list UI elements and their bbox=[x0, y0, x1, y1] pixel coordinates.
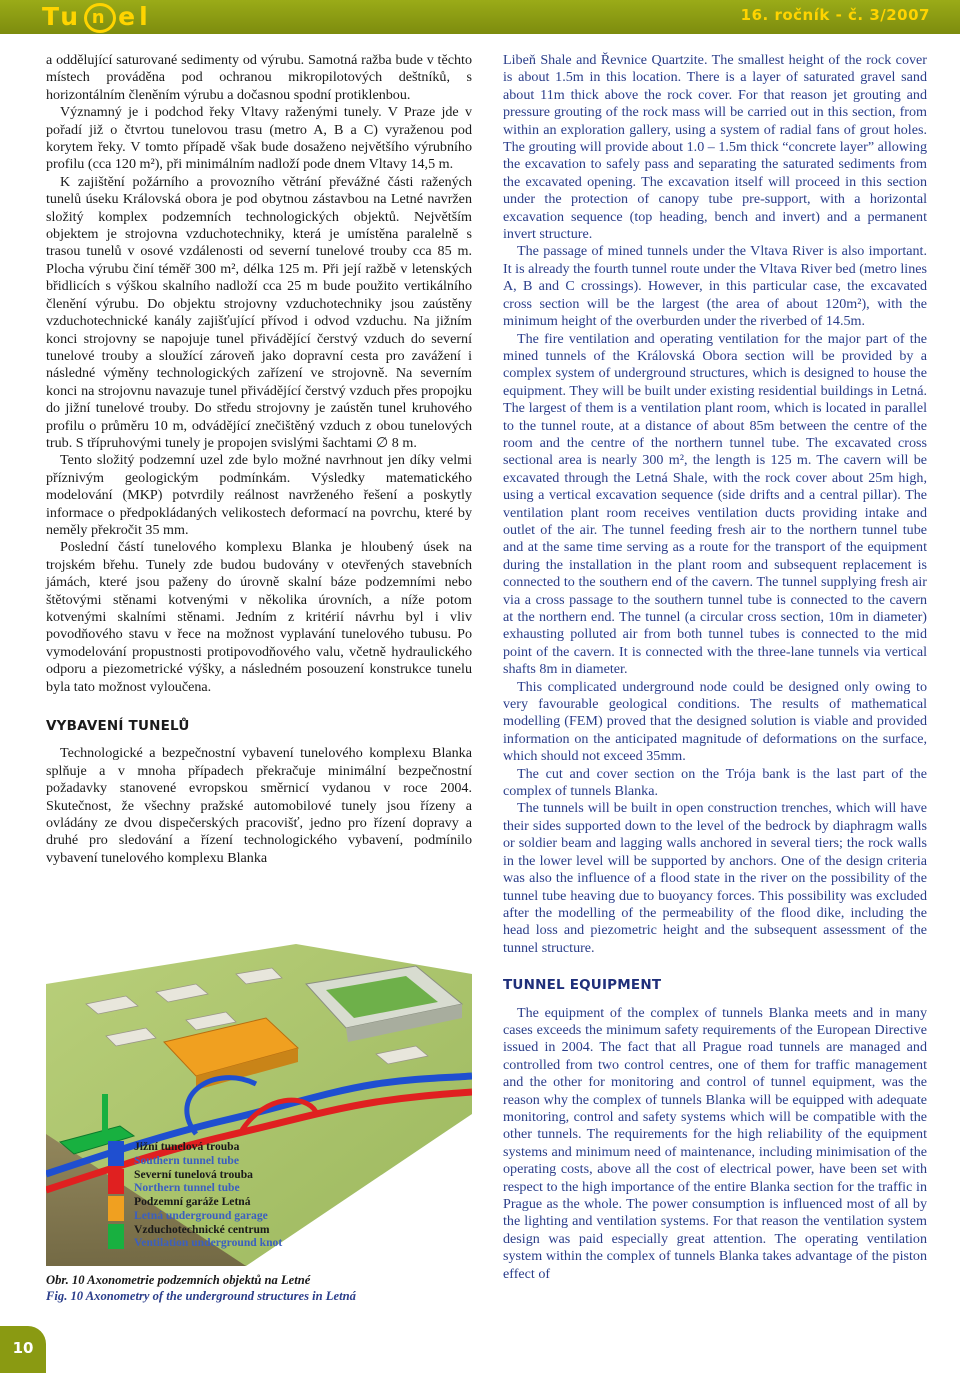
page-header bbox=[0, 0, 960, 34]
paragraph: Tento složitý podzemní uzel zde bylo možné navrhnout jen díky velmi příznivým geologickým podmínkám. Výsledky matematického modelování (MKP) potvrdily reálnost navrženého řešení a poskytly informace o předpokládaných velikostech deformací na povrchu, které by neměly překročit 35 mm. bbox=[46, 452, 472, 538]
paragraph: Libeň Shale and Řevnice Quartzite. The smallest height of the rock cover is about 1.5m in this location. There is a layer of saturated gravel sand about 11m thick above the rock cover. For that reason jet grouting and pressure grouting of the rock mass will be carried out in this section, from within an exploration gallery, using a system of radial fans of grout holes. The grouting will provide about 1.0 – 1.5m thick “concrete layer” allowing the excavation to safely pass and separating the saturated sediments from the excavated opening. The excavation itself will proceed in this section under the protection of canopy tube pre-support, with a horizontal excavation sequence (top heading, bench and invert) and a permanent invert structure. bbox=[503, 52, 927, 243]
legend-label-cz: Vzduchotechnické centrum bbox=[134, 1222, 270, 1236]
legend-label-en: Southern tunnel tube bbox=[134, 1153, 240, 1167]
figure-legend bbox=[134, 1140, 282, 1250]
paragraph: The cut and cover section on the Trója bank is the last part of the complex of tunnels Blanka. bbox=[503, 765, 927, 800]
right-column-english bbox=[503, 52, 927, 1283]
paragraph: Technologické a bezpečnostní vybavení tunelového komplexu Blanka splňuje a v mnoha případech překračuje minimální bezpečnostní požadavky stanovené evropskou směrnicí vydanou v roce 2004. Skutečnost, že všechny pražské automobilové tunely jsou řízeny a ovládány ze dvou dispečerských pracovišť, jedno pro řízení dopravy a druhé pro sledování a řízení technologického vybavení, podmínilo vybavení tunelového komplexu Blanka bbox=[46, 745, 472, 866]
legend-swatch bbox=[108, 1141, 124, 1166]
issue-label: 16. ročník - č. 3/2007 bbox=[740, 6, 930, 24]
logo-text-start: Tu bbox=[42, 2, 83, 31]
section-heading: VYBAVENÍ TUNELŮ bbox=[46, 718, 190, 735]
legend-label-en: Ventilation underground knot bbox=[134, 1236, 283, 1250]
legend-swatch bbox=[108, 1224, 124, 1249]
paragraph: The passage of mined tunnels under the Vltava River is also important. It is already the fourth tunnel route under the Vltava River bed (metro lines A, B and C crossings). However, in this particular case, the excavated cross section will be the largest (the area of about 120m²), with the minimum height of the overburden under the riverbed of 14.5m. bbox=[503, 243, 927, 330]
logo-text-end: el bbox=[118, 2, 152, 31]
legend-label-cz: Jižní tunelová trouba bbox=[134, 1140, 240, 1153]
section-heading: TUNNEL EQUIPMENT bbox=[503, 977, 662, 994]
left-column-czech bbox=[46, 52, 472, 867]
paragraph: The tunnels will be built in open construction trenches, which will have their sides supported down to the level of the bedrock by diaphragm walls or soldier beam and lagging walls anchored in several tiers; the rock walls in the lower level will be supported by anchors. One of the design criteria was also the influence of a flood state in the river on the possibility of the tunnel tube heaving due to buoyancy forces. This possibility was excluded after the modelling of the permeability of the flood dike, including the head loss and piezometric height and the subsequent assessment of the tunnel structure. bbox=[503, 800, 927, 956]
paragraph: Poslední částí tunelového komplexu Blanka je hloubený úsek na trojském břehu. Tunely zde budou budovány v otevřených stavebních jámách, které jsou paženy do úrovně skalní báze podzemními nebo štětovými stěnami kotvenými v několika úrovních, a níže potom kotvenými skalními stěnami. Jedním z kritérií návrhu byl i vliv povodňového stavu v řece na možnost vyplavání tunelového tubusu. Po vymodelování propustnosti protipovodňového valu, včetně hydraulického odporu a piezometrické výšky, a následném posouzení konstrukce tunelu byla tato možnost vyloučena. bbox=[46, 539, 472, 695]
legend-swatch bbox=[108, 1169, 124, 1194]
paragraph: Významný je i podchod řeky Vltavy raženými tunely. V Praze jde v pořadí již o čtvrtou tunelovou trasu (metro A, B a C) vyraženou pod korytem řeky. V tomto případě však bude dosaženo největšího výrubního profilu (cca 120 m²), při minimálním nadloží pode dnem Vltavy 14,5 m. bbox=[46, 104, 472, 173]
axonometry-figure bbox=[46, 944, 472, 1266]
legend-item bbox=[134, 1223, 282, 1251]
caption-czech: Obr. 10 Axonometrie podzemních objektů na Letné bbox=[46, 1273, 311, 1287]
caption-english: Fig. 10 Axonometry of the underground structures in Letná bbox=[46, 1289, 356, 1303]
page-number: 10 bbox=[0, 1326, 46, 1373]
legend-swatch bbox=[108, 1196, 124, 1221]
legend-label-en: Northern tunnel tube bbox=[134, 1181, 240, 1195]
paragraph: This complicated underground node could be designed only owing to very favourable geological conditions. The results of mathematical modelling (FEM) proved that the designed solution is viable and provided information on the anticipated magnitude of deformations on the surface, which should not exceed 35mm. bbox=[503, 678, 927, 765]
legend-item bbox=[134, 1195, 282, 1223]
legend-item bbox=[134, 1140, 282, 1168]
paragraph: The equipment of the complex of tunnels Blanka meets and in many cases exceeds the minimum safety requirements of the European Directive issued in 2004. The fact that all Prague road tunnels are managed and controlled from two control centres, one of them for traffic management and the other for monitoring and control of tunnel equipment, was the reason why the complex of tunnels Blanka will be equipped with adequate monitoring, control and safety systems which will be compatible with the other tunnels. The requirements for the high reliability of the equipment systems and minimum need of maintenance, including minimisation of the operating costs, above all the cost of electrical power, have been set with respect to the high importance of the entire Blanka section for the traffic in Prague as the whole. The power consumption is influenced most of all by the lighting and ventilation systems. For that reason the ventilation system design was paid especially great attention. The operating ventilation system within the complex of tunnels Blanka takes advantage of the piston effect of bbox=[503, 1004, 927, 1282]
figure-caption bbox=[46, 1272, 472, 1304]
journal-logo bbox=[42, 2, 152, 32]
paragraph: K zajištění požárního a provozního větrání převážné části ražených tunelů úseku Královská obora je pod obytnou zástavbou na Letné navržen složitý komplex podzemních technologických objektů. Největším objektem je strojovna vzduchotechniky, která je umístěna paralelně s trasou tunelů v osové vzdálenosti od severní tunelové trouby cca 85 m. Plocha výrubu činí téměř 300 m², délka 125 m. Při její ražbě v letenských břidlicích s výškou skalního nadloží cca 25 m bude použito vertikálního členění výrubu. Do objektu strojovny vzduchotechniky jsou zaústěny vzduchotechnické kanály zajišťující přívod i odvod vzduchu. Na jižním konci strojovny se napojuje tunel přivádějící čerstvý vzduch do severní tunelové trouby a sloužící zároveň jako dopravní cesta pro zavážení i následné výměny technologických zařízení ve strojovně. Na severním konci na strojovnu navazuje tunel přivádějící čerstvý vzduch přes propojku do jižní tunelové trouby. Do středu strojovny je zaústěn tunel kruhového profilu o průměru 10 m, odvádějící znečištěný vzduch z obou tunelových trub. S třípruhovými tunely je propojen svislými šachtami ∅ 8 m. bbox=[46, 173, 472, 451]
legend-label-cz: Severní tunelová trouba bbox=[134, 1167, 253, 1181]
paragraph: a oddělující saturované sedimenty od výrubu. Samotná ražba bude v těchto místech prováděna pod ochranou mikropilotových deštníků, s horizontálním členěním výrubu a dočasnou spodní protiklenbou. bbox=[46, 52, 472, 103]
logo-m-circle: n bbox=[84, 3, 116, 33]
legend-label-en: Letná underground garage bbox=[134, 1208, 268, 1222]
paragraph: The fire ventilation and operating ventilation for the major part of the mined tunnels of the Královská Obora section will be provided by a complex system of underground structures, which is designed to house the equipment. They will be built under existing residential buildings in Letná. The largest of them is a ventilation plant room, which is located in parallel to the tunnel route, at a distance of about 85m between the centre of the room and the centre of the northern tunnel tube. The excavated cross sectional area is nearly 300 m², the length is 125 m. The cavern will be excavated through the Letná Shale, with the rock cover about 25m high, using a vertical excavation sequence (side drifts and a central pillar). The ventilation plant room receives ventilation ducts providing intake and outlet of the air. The tunnel feeding fresh air to the northern tunnel tube and at the same time serving as a route for the transport of the equipment during the installation in the plant room and subsequent replacement is connected to the southern end of the cavern. The tunnel supplying fresh air via a cross passage to the southern tunnel tube is connected to the cavern at the northern end. The tunnel (a circular cross section, 10m in diameter) exhausting polluted air from both tunnel tubes is connected to the mid point of the cavern. It is connected with the three-lane tunnels via vertical shafts 8m in diameter. bbox=[503, 330, 927, 678]
legend-item bbox=[134, 1168, 282, 1196]
legend-label-cz: Podzemní garáže Letná bbox=[134, 1195, 251, 1208]
